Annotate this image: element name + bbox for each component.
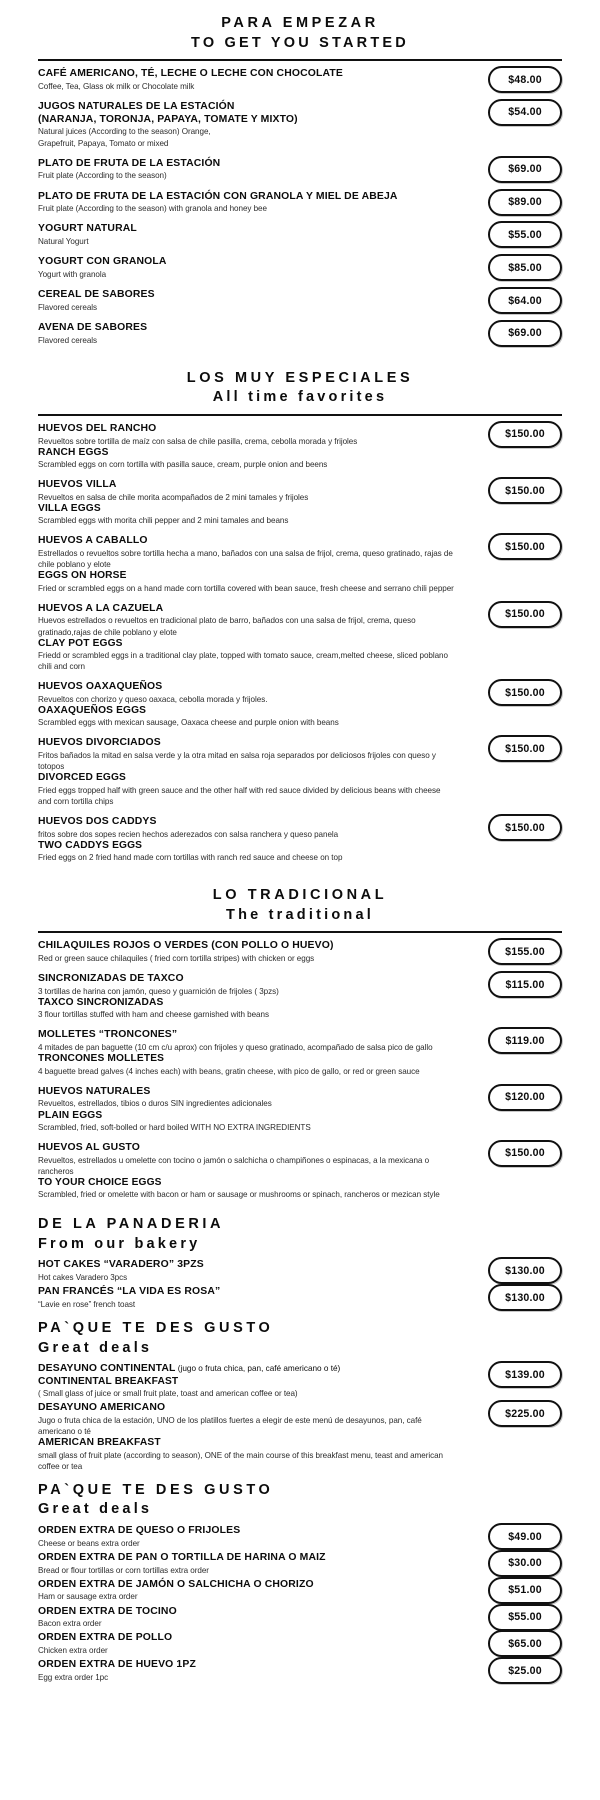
item-name-es: HUEVOS DIVORCIADOS (38, 737, 161, 749)
price-badge: $150.00 (488, 679, 562, 706)
menu-item[interactable] (38, 1552, 562, 1576)
menu-item[interactable] (38, 681, 562, 728)
section-header-paque-te-des-gusto-1 (38, 1313, 562, 1358)
item-name-es: ORDEN EXTRA DE QUESO O FRIJOLES (38, 1525, 241, 1537)
price-badge: $69.00 (488, 320, 562, 347)
section-title-en: The traditional (226, 906, 374, 923)
price-badge: $51.00 (488, 1577, 562, 1604)
item-name-es: HUEVOS DEL RANCHO (38, 422, 157, 434)
item-name-en: PLAIN EGGS (38, 1109, 103, 1121)
item-desc-es: 4 mitades de pan baguette (10 cm c/u aprox) con frijoles y queso gratinado, acompañado de salsa pico de gallo (38, 1043, 433, 1053)
item-name-es: HUEVOS AL GUSTO (38, 1141, 140, 1153)
item-name-en: RANCH EGGS (38, 446, 109, 458)
item-name-es: AVENA DE SABORES (38, 321, 148, 333)
item-desc-en: 3 flour tortillas stuffed with ham and cheese garnished with beans (38, 1010, 269, 1020)
item-desc-es: Natural Yogurt (38, 237, 89, 247)
item-name-en: VILLA EGGS (38, 502, 101, 514)
item-name-es: YOGURT NATURAL (38, 223, 137, 235)
price-badge: $130.00 (488, 1257, 562, 1284)
item-desc-es: Flavored cereals (38, 335, 98, 345)
item-desc-es: Fruit plate (According to the season) (38, 171, 167, 181)
menu-item[interactable] (38, 322, 562, 346)
item-name-es: JUGOS NATURALES DE LA ESTACIÓN (38, 100, 235, 112)
item-desc-en: Scrambled eggs with mexican sausage, Oaxaca cheese and purple onion with beans (38, 718, 339, 728)
price-badge: $150.00 (488, 477, 562, 504)
item-name-en: CONTINENTAL BREAKFAST (38, 1375, 179, 1387)
item-name-es: PLATO DE FRUTA DE LA ESTACIÓN (38, 157, 221, 169)
menu-item[interactable] (38, 423, 562, 470)
item-name-es-text: DESAYUNO CONTINENTAL (38, 1363, 176, 1375)
item-desc-en: Scrambled eggs with morita chili pepper and 2 mini tamales and beans (38, 516, 289, 526)
item-name-en: DIVORCED EGGS (38, 772, 126, 784)
item-desc-es: Jugo o fruta chica de la estación, UNO de los platillos fuertes a elegir de este menú de desayunos, pan, café americano o té (38, 1416, 422, 1437)
item-name-en: OAXAQUEÑOS EGGS (38, 705, 147, 717)
menu-item[interactable] (38, 191, 562, 215)
item-name-en: TAXCO SINCRONIZADAS (38, 997, 164, 1009)
menu-item[interactable] (38, 68, 562, 92)
item-name-es-line2: (NARANJA, TORONJA, PAPAYA, TOMATE Y MIXTO) (38, 113, 298, 125)
price-badge: $155.00 (488, 938, 562, 965)
menu-item[interactable] (38, 1402, 562, 1472)
menu-item[interactable] (38, 940, 562, 964)
menu-item[interactable] (38, 1142, 562, 1200)
item-desc-es: Revueltos en salsa de chile morita acompañados de 2 mini tamales y frijoles (38, 492, 309, 502)
item-desc-es: fritos sobre dos sopes recien hechos aderezados con salsa ranchera y queso panela (38, 829, 339, 839)
menu-item[interactable] (38, 158, 562, 182)
item-desc-en: Fried eggs tropped half with green sauce and the other half with red sauce divided by delicious beans with cheese and corn tortilla chips (38, 785, 441, 806)
menu-item[interactable] (38, 603, 562, 673)
item-desc-es: Revueltos sobre tortilla de maíz con salsa de chile pasilla, crema, cebolla morada y frijoles (38, 436, 358, 446)
section-title-es: PA`QUE TE DES GUSTO (38, 1481, 274, 1498)
item-desc-es: Fruit plate (According to the season) with granola and honey bee (38, 204, 267, 214)
item-desc-es: Revueltos, estrellados, tibios o duros SIN ingredientes adicionales (38, 1099, 272, 1109)
item-desc-en: 4 baguette bread galves (4 inches each) with beans, gratin cheese, with pico de gallo, or red or green sauce (38, 1066, 420, 1076)
menu-item[interactable] (38, 1286, 562, 1310)
menu-item[interactable] (38, 535, 562, 593)
item-desc-es: Estrellados o revueltos sobre tortilla hecha a mano, bañados con una salsa de frijol, crema, queso gratinado, rajas de chile poblano y elote (38, 549, 453, 570)
item-desc-es: Yogurt with granola (38, 269, 107, 279)
item-desc-es: Fritos bañados la mitad en salsa verde y la otra mitad en salsa roja separados por deliciosos frijoles con queso y totopos (38, 751, 436, 772)
item-name-es: CEREAL DE SABORES (38, 289, 155, 301)
price-badge: $130.00 (488, 1284, 562, 1311)
price-badge: $150.00 (488, 601, 562, 628)
menu-item[interactable] (38, 973, 562, 1020)
section-divider (38, 931, 562, 933)
item-name-es: ORDEN EXTRA DE PAN O TORTILLA DE HARINA O MAIZ (38, 1551, 326, 1563)
item-name-es: DESAYUNO AMERICANO (38, 1402, 166, 1414)
item-desc-es: Bacon extra order (38, 1619, 102, 1629)
section-title-es: PARA EMPEZAR (221, 15, 379, 31)
price-badge: $85.00 (488, 254, 562, 281)
item-name-en: AMERICAN BREAKFAST (38, 1437, 161, 1449)
item-desc-en: Scrambled, fried or omelette with bacon or ham or sausage or mushrooms or spinach, rancheros or mezican style (38, 1190, 440, 1200)
item-name-es: MOLLETES “TRONCONES” (38, 1029, 178, 1041)
section-header-paque-te-des-gusto-2 (38, 1475, 562, 1520)
section-title-es: DE LA PANADERIA (38, 1216, 225, 1233)
item-desc-en: Fried eggs on 2 fried hand made corn tortillas with ranch red sauce and cheese on top (38, 853, 343, 863)
item-name-es: HUEVOS A CABALLO (38, 535, 148, 547)
section-header-los-muy-especiales (38, 355, 562, 408)
section-header-lo-tradicional (38, 872, 562, 925)
price-badge: $115.00 (488, 971, 562, 998)
item-name-en: TWO CADDYS EGGS (38, 839, 143, 851)
menu-item[interactable] (38, 289, 562, 313)
price-badge: $150.00 (488, 533, 562, 560)
item-desc-es: Revueltos con chorizo y queso oaxaca, cebolla morada y frijoles. (38, 694, 268, 704)
item-name-es: HUEVOS A LA CAZUELA (38, 602, 164, 614)
item-desc-es: Bread or flour tortillas or corn tortillas extra order (38, 1565, 209, 1575)
price-badge: $150.00 (488, 421, 562, 448)
item-name-en: CLAY POT EGGS (38, 637, 123, 649)
price-badge: $49.00 (488, 1523, 562, 1550)
item-desc-es: Ham or sausage extra order (38, 1592, 138, 1602)
menu-item[interactable] (38, 1259, 562, 1283)
item-name-en: TO YOUR CHOICE EGGS (38, 1176, 162, 1188)
section-header-para-empezar (38, 0, 562, 53)
item-desc-es: 3 tortillas de harina con jamón, queso y guarnición de frijoles ( 3pzs) (38, 986, 279, 996)
item-desc-en: small glass of fruit plate (according to season), ONE of the main course of this breakfast menu, teast and american coffee or tea (38, 1450, 443, 1471)
menu-item[interactable] (38, 1525, 562, 1549)
item-desc-es: Hot cakes Varadero 3pcs (38, 1273, 128, 1283)
item-desc-es: Cheese or beans extra order (38, 1538, 140, 1548)
item-name-es: PLATO DE FRUTA DE LA ESTACIÓN CON GRANOLA Y MIEL DE ABEJA (38, 190, 398, 202)
price-badge: $120.00 (488, 1084, 562, 1111)
price-badge: $119.00 (488, 1027, 562, 1054)
item-name-es: HUEVOS DOS CADDYS (38, 816, 157, 828)
item-desc-es: Chicken extra order (38, 1646, 108, 1656)
price-badge: $65.00 (488, 1630, 562, 1657)
price-badge: $150.00 (488, 814, 562, 841)
item-name-es: ORDEN EXTRA DE POLLO (38, 1632, 173, 1644)
item-name-es: ORDEN EXTRA DE TOCINO (38, 1605, 177, 1617)
item-name-es: ORDEN EXTRA DE JAMÓN O SALCHICHA O CHORIZO (38, 1578, 314, 1590)
item-desc-es: Coffee, Tea, Glass ok milk or Chocolate milk (38, 81, 195, 91)
item-desc-es: Huevos estrellados o revueltos en tradicional plato de barro, bañados con una salsa de frijol, crema, queso gratinado,rajas de chile poblano y elote (38, 616, 416, 637)
item-name-es: PAN FRANCÉS “LA VIDA ES ROSA” (38, 1286, 221, 1298)
item-name-en: EGGS ON HORSE (38, 570, 127, 582)
item-name-es: ORDEN EXTRA DE HUEVO 1PZ (38, 1659, 196, 1671)
item-name-es: YOGURT CON GRANOLA (38, 256, 167, 268)
item-name-es: SINCRONIZADAS DE TAXCO (38, 973, 184, 985)
price-badge: $69.00 (488, 156, 562, 183)
menu-item[interactable] (38, 1659, 562, 1683)
item-desc-es: Revueltos, estrellados u omelette con tocino o jamón o salchicha o champiñones o espinacas, a la mexicana o rancheros (38, 1155, 430, 1176)
item-name-es-inline-note: (jugo o fruta chica, pan, café americano o té) (175, 1364, 341, 1374)
price-badge: $54.00 (488, 99, 562, 126)
price-badge: $89.00 (488, 189, 562, 216)
price-badge: $64.00 (488, 287, 562, 314)
menu-item[interactable] (38, 737, 562, 807)
item-desc-en: Scrambled, fried, soft-bolled or hard boiled WITH NO EXTRA INGREDIENTS (38, 1122, 311, 1132)
item-desc-es: “Lavie en rose” french toast (38, 1299, 136, 1309)
item-desc-en: ( Small glass of juice or small fruit plate, toast and american coffee or tea) (38, 1389, 298, 1399)
menu-item[interactable] (38, 479, 562, 526)
price-badge: $48.00 (488, 66, 562, 93)
section-title-es: LOS MUY ESPECIALES (186, 369, 414, 386)
item-name-es (38, 1363, 454, 1376)
section-title-en: All time favorites (212, 389, 388, 406)
item-desc-en: Fried or scrambled eggs on a hand made corn tortilla covered with bean sauce, fresh cheese and serrano chili pepper (38, 583, 454, 593)
section-header-de-la-panaderia (38, 1209, 562, 1254)
section-title-en: Great deals (38, 1339, 153, 1356)
price-badge: $150.00 (488, 735, 562, 762)
item-desc-es: Egg extra order 1pc (38, 1672, 109, 1682)
menu-item[interactable] (38, 101, 562, 149)
item-desc-es: Natural juices (According to the season) Orange, (38, 127, 211, 137)
section-title-es: PA`QUE TE DES GUSTO (38, 1320, 274, 1337)
menu-item[interactable] (38, 1579, 562, 1603)
menu-item[interactable] (38, 1029, 562, 1076)
price-badge: $25.00 (488, 1657, 562, 1684)
item-name-es: HOT CAKES “VARADERO” 3PZS (38, 1259, 204, 1271)
item-name-es: HUEVOS OAXAQUEÑOS (38, 681, 163, 693)
section-title-es: LO TRADICIONAL (212, 887, 388, 904)
section-divider (38, 414, 562, 416)
price-badge: $150.00 (488, 1140, 562, 1167)
menu-item[interactable] (38, 1632, 562, 1656)
price-badge: $225.00 (488, 1400, 562, 1427)
section-title-en: From our bakery (38, 1235, 201, 1252)
price-badge: $30.00 (488, 1550, 562, 1577)
item-name-es: CHILAQUILES ROJOS O VERDES (CON POLLO O HUEVO) (38, 940, 334, 952)
section-title-en: Great deals (38, 1501, 153, 1518)
menu-item[interactable] (38, 223, 562, 247)
price-badge: $139.00 (488, 1361, 562, 1388)
item-desc-en: Scrambled eggs on corn tortilla with pasilla sauce, cream, purple onion and beens (38, 459, 328, 469)
menu-item[interactable] (38, 1606, 562, 1630)
item-desc-es: Red or green sauce chilaquiles ( fried corn tortilla stripes) with chicken or eggs (38, 954, 315, 964)
item-name-en: TRONCONES MOLLETES (38, 1053, 165, 1065)
section-divider (38, 59, 562, 61)
price-badge: $55.00 (488, 221, 562, 248)
item-desc-es: Flavored cereals (38, 302, 98, 312)
menu-item[interactable] (38, 256, 562, 280)
section-title-en: TO GET YOU STARTED (191, 34, 409, 51)
menu-item[interactable] (38, 816, 562, 863)
item-name-es: HUEVOS VILLA (38, 479, 117, 491)
menu-item[interactable] (38, 1086, 562, 1133)
item-desc-es-line2: Grapefruit, Papaya, Tomato or mixed (38, 138, 169, 148)
menu-item[interactable] (38, 1363, 562, 1399)
price-badge: $55.00 (488, 1604, 562, 1631)
item-name-es: CAFÉ AMERICANO, TÉ, LECHE O LECHE CON CHOCOLATE (38, 68, 343, 80)
item-desc-en: Friedd or scrambled eggs in a traditional clay plate, topped with tomato sauce, cream,melted cheese, sliced poblano chili and corn (38, 650, 448, 672)
item-name-es: HUEVOS NATURALES (38, 1085, 151, 1097)
